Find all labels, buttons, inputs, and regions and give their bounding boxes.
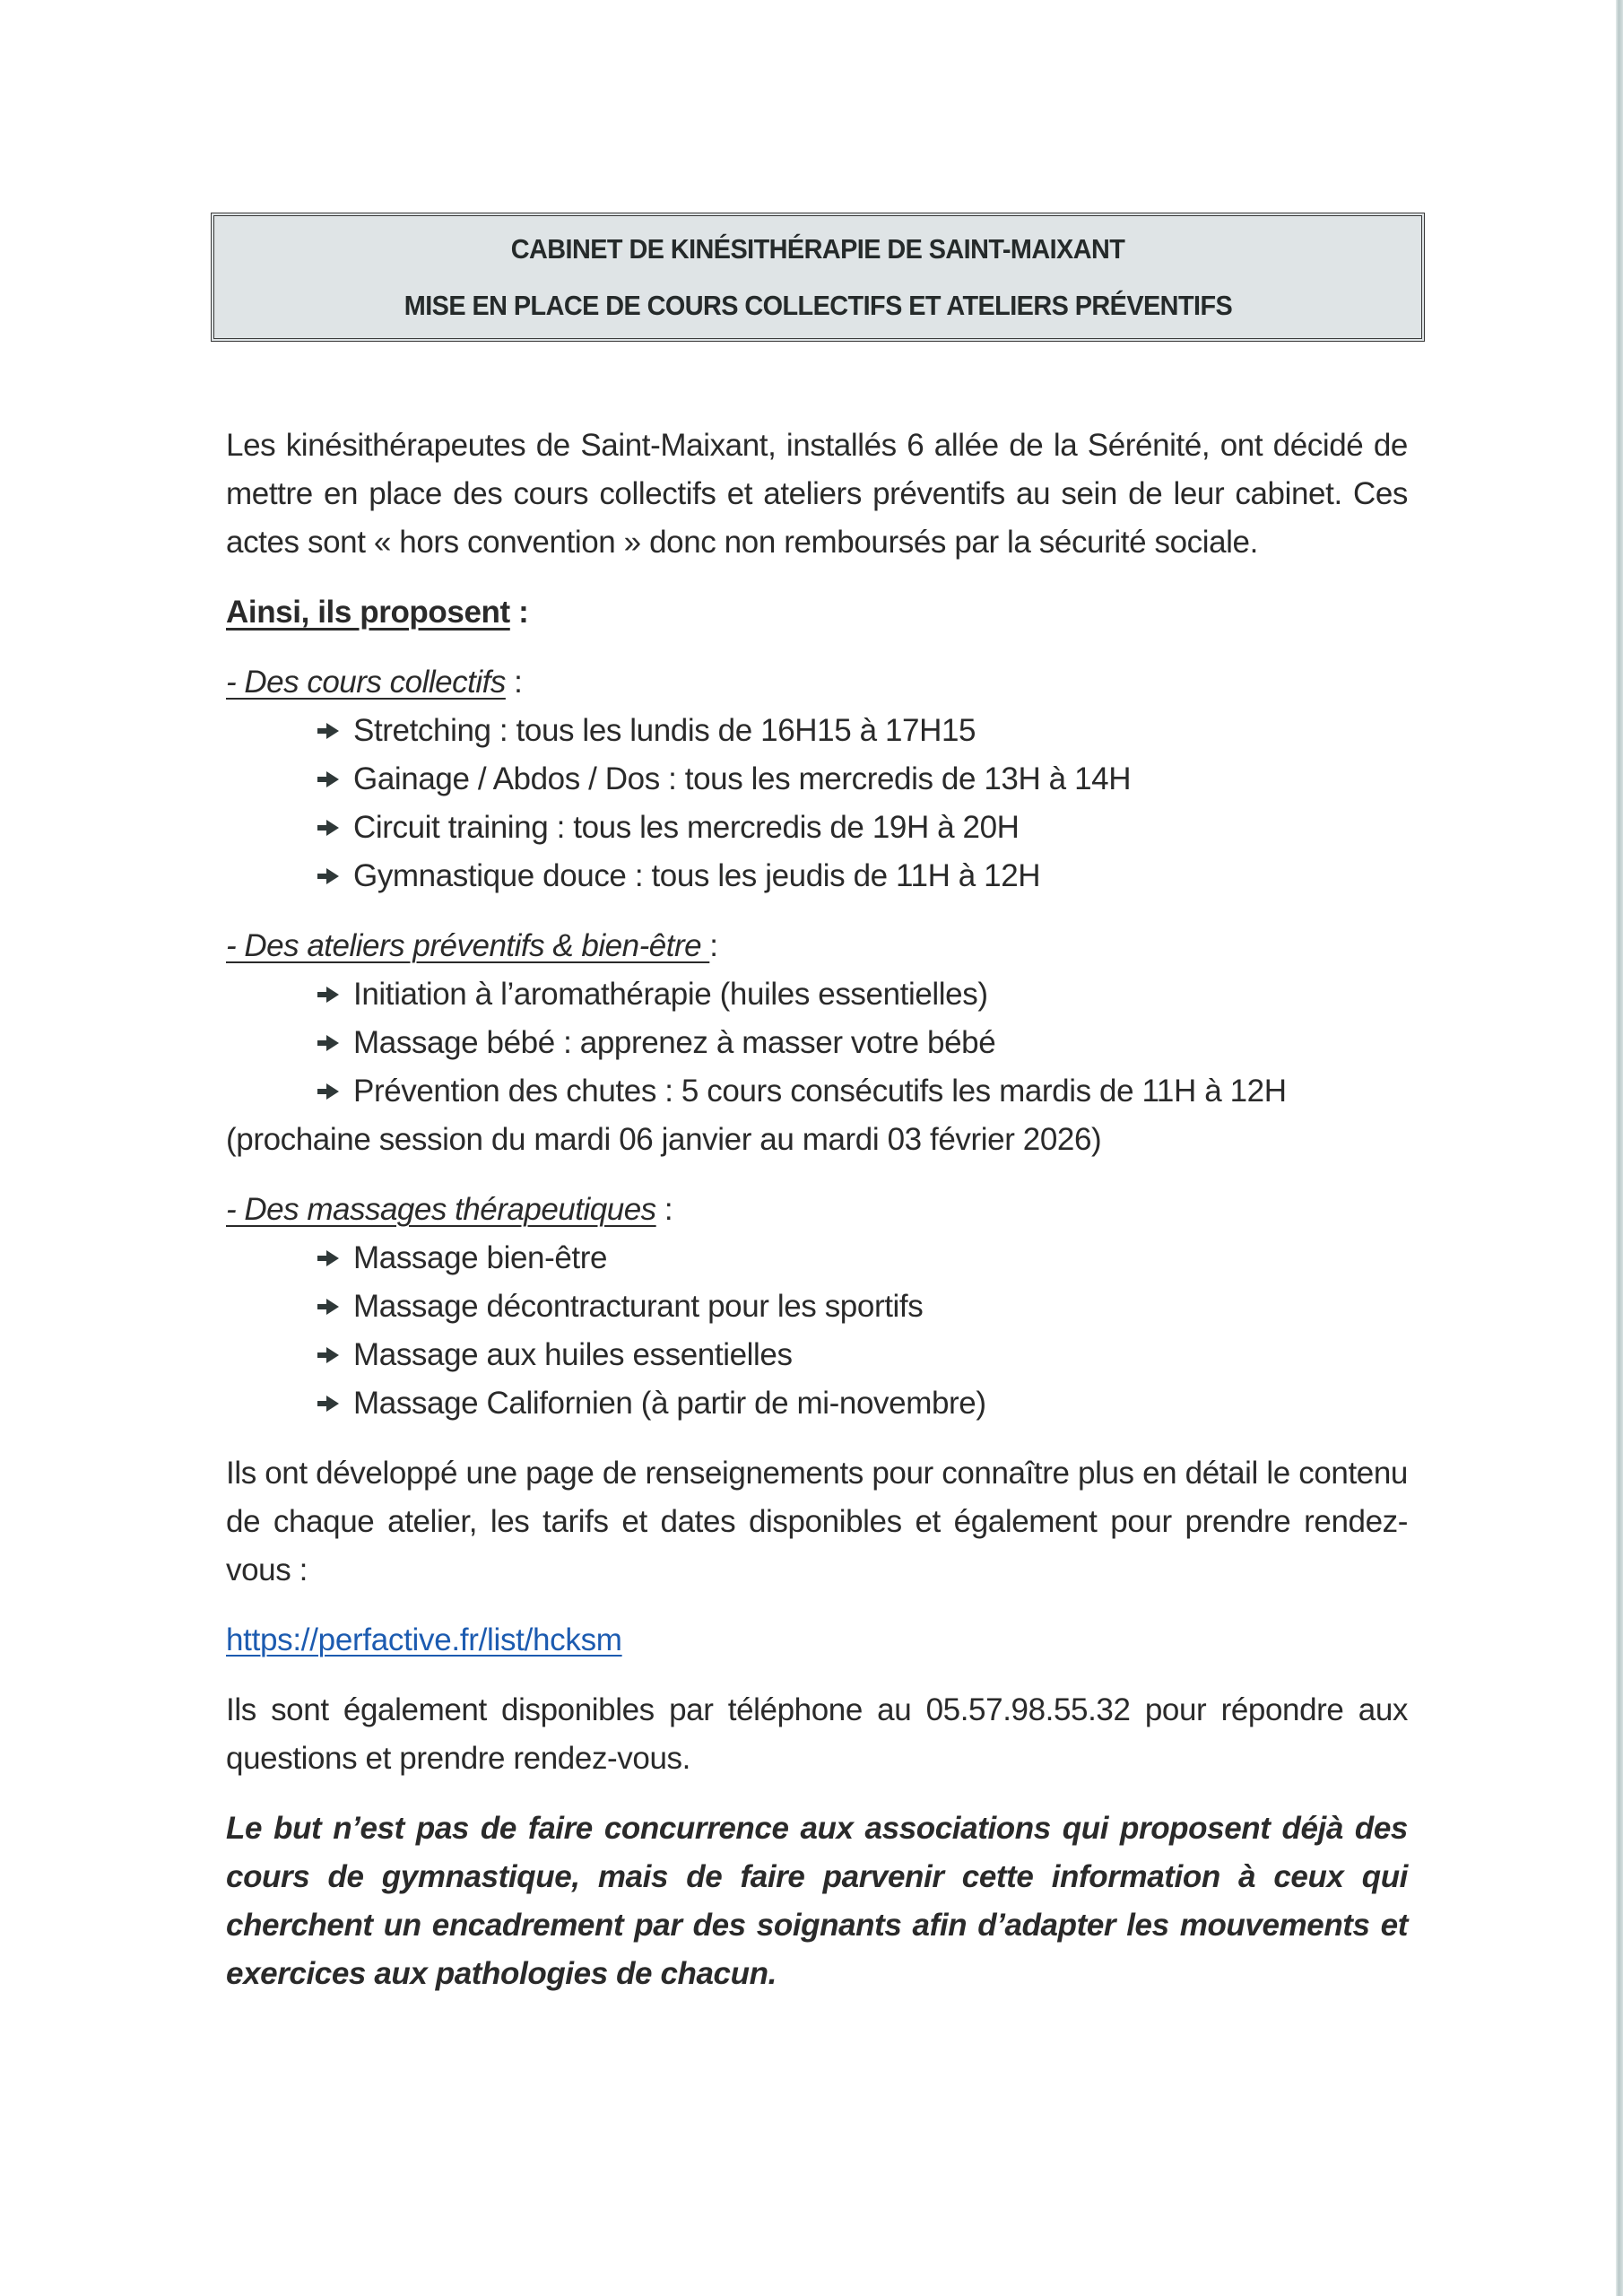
list-item <box>317 970 1408 1019</box>
intro-paragraph: Les kinésithérapeutes de Saint-Maixant, installés 6 allée de la Sérénité, ont décidé de mettre en place des cours collectifs et ateliers préventifs au sein de leur cabinet. Ces actes sont « hors convention » donc non remboursés par la sécurité sociale. <box>226 428 1408 560</box>
document-subtitle: MISE EN PLACE DE COURS COLLECTIFS ET ATELIERS PRÉVENTIFS <box>404 290 1232 321</box>
section-title-label: - Des massages thérapeutiques <box>226 1192 656 1227</box>
arrow-right-icon <box>317 986 341 1004</box>
section-title-massages <box>226 1186 1408 1234</box>
section-title-ateliers-preventifs <box>226 922 1408 970</box>
list-cours-collectifs <box>226 707 1408 900</box>
section-title-cours-collectifs <box>226 658 1408 707</box>
arrow-right-icon <box>317 1083 341 1100</box>
list-item <box>317 852 1408 900</box>
list-item-text: Gymnastique douce : tous les jeudis de 11H à 12H <box>353 858 1041 893</box>
arrow-right-icon <box>317 770 341 788</box>
list-item <box>317 1331 1408 1379</box>
list-item-text: Gainage / Abdos / Dos : tous les mercredis de 13H à 14H <box>353 761 1132 796</box>
info-paragraph: Ils ont développé une page de renseignements pour connaître plus en détail le contenu de chaque atelier, les tarifs et dates disponibles et également pour prendre rendez-vous : <box>226 1456 1408 1587</box>
arrow-right-icon <box>317 722 341 740</box>
offer-heading <box>226 588 1408 637</box>
list-item-text: Massage bébé : apprenez à masser votre bébé <box>353 1025 996 1060</box>
list-item-text: Prévention des chutes : 5 cours consécutifs les mardis de 11H à 12H <box>353 1074 1287 1109</box>
section-title-colon: : <box>709 928 718 963</box>
list-item <box>317 1379 1408 1428</box>
document-body <box>226 422 1408 1998</box>
list-item <box>317 755 1408 804</box>
section-title-colon: : <box>505 665 523 700</box>
arrow-right-icon <box>317 819 341 837</box>
list-item-text: Massage Californien (à partir de mi-novembre) <box>353 1386 986 1421</box>
list-item <box>317 1234 1408 1283</box>
list-item <box>317 1067 1408 1116</box>
session-note: (prochaine session du mardi 06 janvier au mardi 03 février 2026) <box>226 1122 1102 1157</box>
arrow-right-icon <box>317 1346 341 1364</box>
perfactive-link[interactable]: https://perfactive.fr/list/hcksm <box>226 1622 622 1657</box>
link-paragraph <box>226 1616 1408 1665</box>
arrow-right-icon <box>317 867 341 885</box>
list-item <box>317 804 1408 852</box>
list-item <box>317 1019 1408 1067</box>
list-item-text: Circuit training : tous les mercredis de 19H à 20H <box>353 810 1020 845</box>
list-item-text: Massage aux huiles essentielles <box>353 1337 793 1372</box>
arrow-right-icon <box>317 1249 341 1267</box>
list-item-text: Massage bien-être <box>353 1240 608 1275</box>
list-ateliers-preventifs <box>226 970 1408 1116</box>
arrow-right-icon <box>317 1298 341 1316</box>
title-box <box>211 213 1425 342</box>
list-item <box>317 707 1408 755</box>
list-massages <box>226 1234 1408 1428</box>
offer-heading-colon: : <box>509 595 529 630</box>
section-title-label: - Des cours collectifs <box>226 665 506 700</box>
list-item <box>317 1283 1408 1331</box>
closing-statement: Le but n’est pas de faire concurrence aux associations qui proposent déjà des cours de gymnastique, mais de faire parvenir cette information à ceux qui cherchent un encadrement par des soignants afin d’adapter les mouvements et exercices aux pathologies de chacun. <box>226 1811 1408 1991</box>
scan-page-edge <box>1616 0 1623 2296</box>
arrow-right-icon <box>317 1034 341 1052</box>
section-title-label: - Des ateliers préventifs & bien-être <box>226 928 710 963</box>
section-title-colon: : <box>655 1192 673 1227</box>
phone-paragraph: Ils sont également disponibles par téléphone au 05.57.98.55.32 pour répondre aux questions et prendre rendez-vous. <box>226 1692 1408 1776</box>
list-item-text: Stretching : tous les lundis de 16H15 à 17H15 <box>353 713 976 748</box>
document-title: CABINET DE KINÉSITHÉRAPIE DE SAINT-MAIXANT <box>510 233 1125 265</box>
offer-heading-label: Ainsi, ils proposent <box>226 595 510 630</box>
arrow-right-icon <box>317 1395 341 1413</box>
list-item-text: Massage décontracturant pour les sportifs <box>353 1289 924 1324</box>
list-item-text: Initiation à l’aromathérapie (huiles essentielles) <box>353 977 988 1012</box>
